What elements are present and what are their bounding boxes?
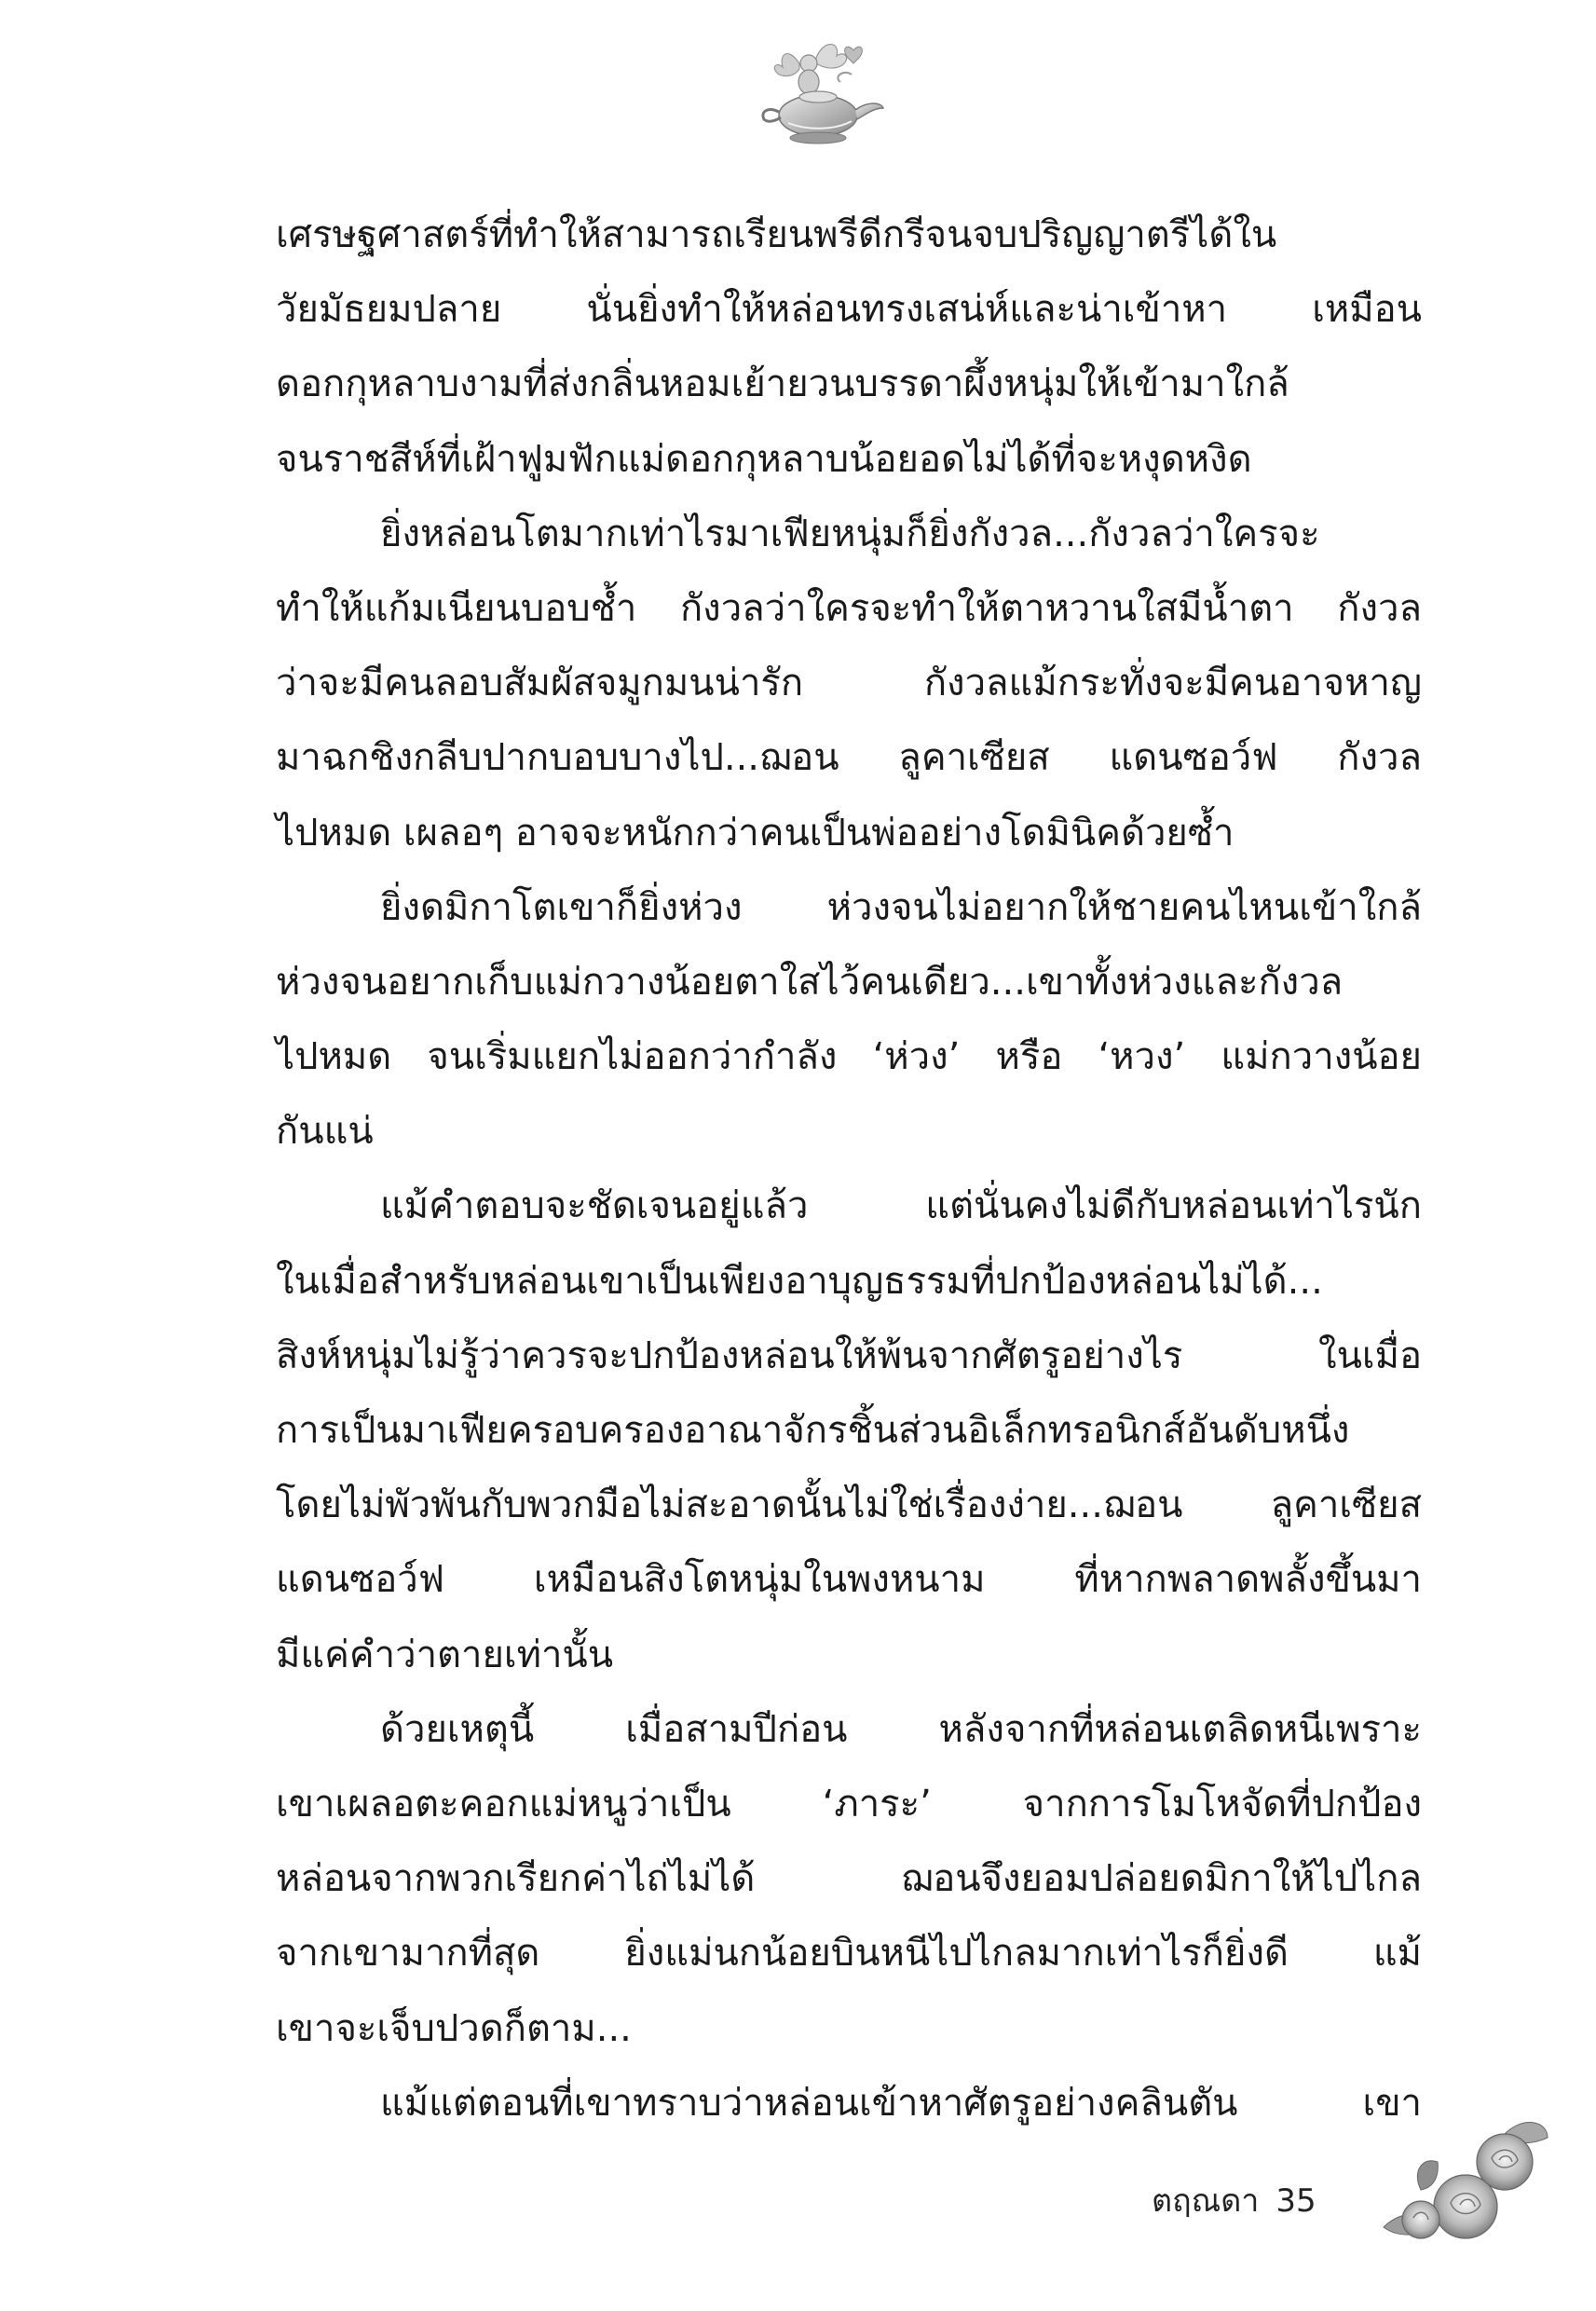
text-line: การเป็นมาเฟียครอบครองอาณาจักรชิ้นส่วนอิเล็กทรอนิกส์อันดับหนึ่ง bbox=[276, 1409, 1350, 1452]
text-line: ทำให้แก้มเนียนบอบช้ำ กังวลว่าใครจะทำให้ตาหวานใสมีน้ำตา กังวล bbox=[276, 586, 1422, 630]
text-line: จากเขามากที่สุด ยิ่งแม่นกน้อยบินหนีไปไกลมากเท่าไรก็ยิ่งดี แม้ bbox=[276, 1932, 1422, 1976]
text-line: ห่วงจนอยากเก็บแม่กวางน้อยตาใสไว้คนเดียว...เขาทั้งห่วงและกังวล bbox=[276, 960, 1344, 1004]
text-line: มาฉกชิงกลีบปากบอบบางไป...ฌอน ลูคาเซียส แดนซอว์ฟ กังวล bbox=[276, 736, 1422, 780]
text-line: โดยไม่พัวพันกับพวกมือไม่สะอาดนั้นไม่ใช่เรื่องง่าย...ฌอน ลูคาเซียส bbox=[276, 1484, 1422, 1527]
text-line: เขาจะเจ็บปวดก็ตาม... bbox=[276, 2006, 632, 2050]
text-line: ไปหมด จนเริ่มแยกไม่ออกว่ากำลัง ‘ห่วง’ หรือ ‘หวง’ แม่กวางน้อย bbox=[276, 1035, 1422, 1079]
text-line: เศรษฐศาสตร์ที่ทำให้สามารถเรียนพรีดีกรีจนจบปริญญาตรีได้ใน bbox=[276, 213, 1277, 256]
text-line: สิงห์หนุ่มไม่รู้ว่าควรจะปกป้องหล่อนให้พ้นจากศัตรูอย่างไร ในเมื่อ bbox=[276, 1333, 1422, 1377]
text-line: ไปหมด เผลอๆ อาจจะหนักกว่าคนเป็นพ่ออย่างโดมินิคด้วยซ้ำ bbox=[276, 811, 1235, 855]
text-line: จนราชสีห์ที่เฝ้าฟูมฟักแม่ดอกกุหลาบน้อยอดไม่ได้ที่จะหงุดหงิด bbox=[276, 437, 1252, 481]
text-line: ในเมื่อสำหรับหล่อนเขาเป็นเพียงอาบุญธรรมที่ปกป้องหล่อนไม่ได้... bbox=[276, 1259, 1323, 1303]
text-line: วัยมัธยมปลาย นั่นยิ่งทำให้หล่อนทรงเสน่ห์และน่าเข้าหา เหมือน bbox=[276, 288, 1422, 332]
text-line: มีแค่คำว่าตายเท่านั้น bbox=[276, 1633, 614, 1676]
text-line: กันแน่ bbox=[276, 1110, 374, 1154]
text-line: หล่อนจากพวกเรียกค่าไถ่ไม่ได้ ฌอนจึงยอมปล่อยดมิกาให้ไปไกล bbox=[276, 1857, 1422, 1901]
page-footer bbox=[1152, 2173, 1316, 2229]
page-number: 35 bbox=[1275, 2182, 1316, 2220]
text-line: เขาเผลอตะคอกแม่หนูว่าเป็น ‘ภาระ’ จากการโมโหจัดที่ปกป้อง bbox=[276, 1782, 1422, 1826]
text-line: แม้คำตอบจะชัดเจนอยู่แล้ว แต่นั่นคงไม่ดีกับหล่อนเท่าไรนัก bbox=[380, 1184, 1422, 1228]
text-line: แม้แต่ตอนที่เขาทราบว่าหล่อนเข้าหาศัตรูอย่างคลินตัน เขา bbox=[380, 2081, 1422, 2125]
text-line: ดอกกุหลาบงามที่ส่งกลิ่นหอมเย้ายวนบรรดาผึ้งหนุ่มให้เข้ามาใกล้ bbox=[276, 362, 1289, 406]
text-line: ยิ่งหล่อนโตมากเท่าไรมาเฟียหนุ่มก็ยิ่งกังวล...กังวลว่าใครจะ bbox=[380, 512, 1320, 555]
roses-icon bbox=[1365, 2097, 1551, 2255]
text-line: แดนซอว์ฟ เหมือนสิงโตหนุ่มในพงหนาม ที่หากพลาดพลั้งขึ้นมา bbox=[276, 1558, 1422, 1602]
text-line: ด้วยเหตุนี้ เมื่อสามปีก่อน หลังจากที่หล่อนเตลิดหนีเพราะ bbox=[380, 1707, 1422, 1751]
cherub-teapot-icon bbox=[751, 26, 891, 166]
book-title: ตฤณดา bbox=[1152, 2182, 1260, 2220]
text-line: ยิ่งดมิกาโตเขาก็ยิ่งห่วง ห่วงจนไม่อยากให้ชายคนไหนเข้าใกล้ bbox=[380, 885, 1422, 929]
text-line: ว่าจะมีคนลอบสัมผัสจมูกมนน่ารัก กังวลแม้กระทั่งจะมีคนอาจหาญ bbox=[276, 662, 1422, 705]
body-text bbox=[276, 198, 1422, 2140]
